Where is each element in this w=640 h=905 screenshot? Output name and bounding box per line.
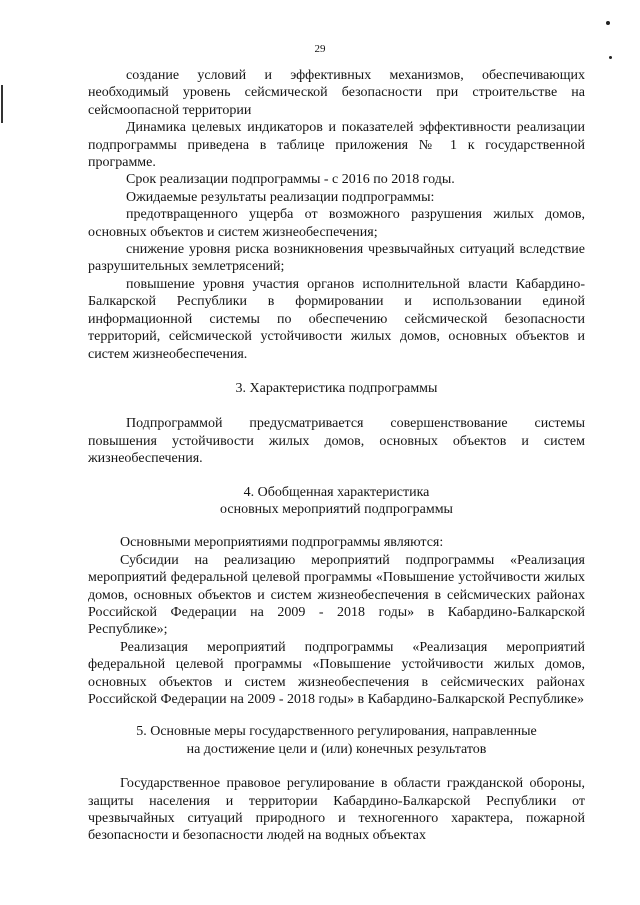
section-5-text: Государственное правовое регулирование в области гражданской обороны, защиты населения и территории Кабардино-Балкарской Республики от чрезвычайных ситуаций природного и техногенного характера, пожарной безопасности и безопасности людей на водных объектах [88, 776, 585, 844]
section-4-item-1: Субсидии на реализацию мероприятий подпрограммы «Реализация мероприятий федеральной целевой программы «Повышение устойчивости жилых домов, основных объектов и систем жизнеобеспечения в сейсмических районах Российской Федерации на 2009 - 2018 годы» в Кабардино-Балкарской Республике»; [88, 552, 585, 638]
page-number: 29 [314, 43, 326, 55]
paragraph-result-3: повышение уровня участия органов исполнительной власти Кабардино-Балкарской Республики в формировании и использовании единой информационной системы по обеспечению сейсмической безопасности территорий, сейсмической устойчивости жилых домов, основных объектов и систем жизнеобеспечения. [88, 276, 585, 362]
section-5-heading-line-2: на достижение цели и (или) конечных результатов [186, 741, 487, 757]
section-3-text: Подпрограммой предусматривается совершенствование системы повышения устойчивости жилых домов, основных объектов и систем жизнеобеспечения. [88, 416, 585, 467]
scan-speck [606, 21, 610, 25]
section-4-heading-line-2: основных мероприятий подпрограммы [220, 501, 453, 517]
section-3-heading: 3. Характеристика подпрограммы [235, 380, 438, 396]
paragraph-term: Срок реализации подпрограммы - с 2016 по 2018 годы. [126, 172, 455, 188]
paragraph-results-intro: Ожидаемые результаты реализации подпрограммы: [126, 189, 435, 205]
scan-speck [609, 56, 612, 59]
section-4-item-2: Реализация мероприятий подпрограммы «Реализация мероприятий федеральной целевой программы «Повышение устойчивости жилых домов, основных объектов и систем жизнеобеспечения в сейсмических районах Российской Федерации на 2009 - 2018 годы» в Кабардино-Балкарской Республике» [88, 639, 585, 707]
paragraph-result-2: снижение уровня риска возникновения чрезвычайных ситуаций вследствие разрушительных землетрясений; [88, 242, 585, 275]
document-body [88, 67, 585, 845]
paragraph-result-1: предотвращенного ущерба от возможного разрушения жилых домов, основных объектов и систем жизнеобеспечения; [88, 207, 585, 240]
paragraph-goal: создание условий и эффективных механизмов, обеспечивающих необходимый уровень сейсмической безопасности при строительстве на сейсмоопасной территории [88, 68, 585, 118]
paragraph-indicators: Динамика целевых индикаторов и показателей эффективности реализации подпрограммы приведена в таблице приложения № 1 к государственной программе. [88, 120, 585, 171]
section-4-intro: Основными мероприятиями подпрограммы являются: [120, 535, 444, 551]
scan-edge-mark [1, 85, 3, 123]
section-5-heading-line-1: 5. Основные меры государственного регулирования, направленные [136, 724, 537, 740]
section-4-heading-line-1: 4. Обобщенная характеристика [243, 484, 430, 500]
section-5-heading [88, 723, 585, 758]
section-4-heading [88, 484, 585, 519]
